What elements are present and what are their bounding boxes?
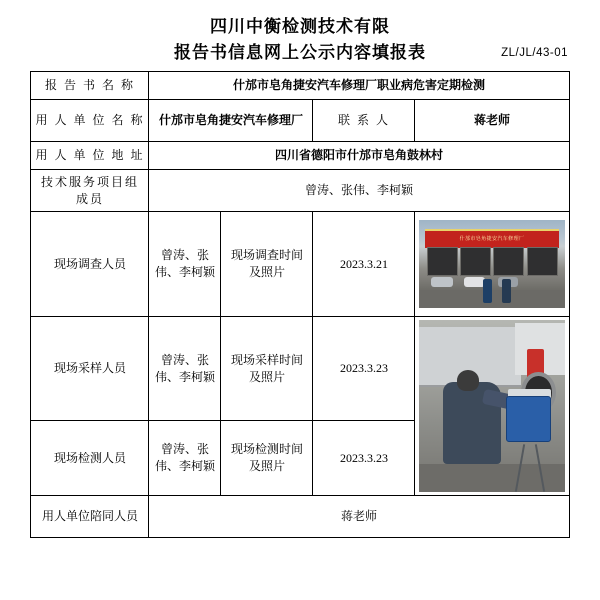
garage-ground [419, 290, 564, 308]
garage-bay [460, 247, 491, 275]
subtitle-row [30, 40, 570, 67]
parked-car [431, 277, 453, 287]
worker-head [457, 370, 479, 391]
person-figure [502, 279, 511, 303]
row-label-project-team: 技术服务项目组成员 [31, 170, 149, 212]
sampling-worker-photo [419, 320, 564, 492]
row-label-accompanying-personnel: 用人单位陪同人员 [31, 496, 149, 538]
row-value-contact-person: 蒋老师 [415, 100, 569, 142]
row-value-project-team: 曾涛、张伟、李柯颖 [149, 170, 569, 212]
row-value-survey-date: 2023.3.21 [313, 212, 415, 317]
person-figure [483, 279, 492, 303]
row-value-employer-address: 四川省德阳市什邡市皂角鼓林村 [149, 142, 569, 170]
table-row [31, 496, 569, 538]
row-value-survey-members: 曾涛、张伟、李柯颖 [149, 212, 221, 317]
row-value-detection-members: 曾涛、张伟、李柯颖 [149, 421, 221, 496]
row-label-survey-time: 现场调查时间及照片 [221, 212, 313, 317]
table-row [31, 212, 569, 317]
row-value-sampling-date: 2023.3.23 [313, 317, 415, 421]
garage-bay [493, 247, 524, 275]
table-row [31, 100, 569, 142]
row-value-employer-name: 什邡市皂角捷安汽车修理厂 [149, 100, 313, 142]
row-label-sampling-personnel: 现场采样人员 [31, 317, 149, 421]
row-label-report-name: 报 告 书 名 称 [31, 72, 149, 100]
sampler-device [506, 396, 552, 443]
row-value-detection-date: 2023.3.23 [313, 421, 415, 496]
row-label-survey-personnel: 现场调查人员 [31, 212, 149, 317]
garage-bay [427, 247, 458, 275]
sampling-photo-cell [415, 317, 569, 496]
page-title: 四川中衡检测技术有限 [210, 17, 390, 36]
garage-bay [527, 247, 558, 275]
row-label-detection-personnel: 现场检测人员 [31, 421, 149, 496]
row-label-employer-name: 用 人 单 位 名 称 [31, 100, 149, 142]
row-label-sampling-time: 现场采样时间及照片 [221, 317, 313, 421]
report-info-table [30, 71, 569, 538]
footer-spacer [30, 538, 570, 542]
shop-sign-text: 什邡市皂角捷安汽车修理厂 [459, 235, 525, 242]
table-row [31, 317, 569, 421]
garage-front-photo [419, 220, 564, 308]
document-header [30, 14, 570, 67]
table-row [31, 72, 569, 100]
table-row [31, 170, 569, 212]
table-row [31, 142, 569, 170]
row-value-sampling-members: 曾涛、张伟、李柯颖 [149, 317, 221, 421]
row-label-employer-address: 用 人 单 位 地 址 [31, 142, 149, 170]
row-label-contact-person: 联 系 人 [313, 100, 415, 142]
survey-photo-cell [415, 212, 569, 317]
row-value-accompanying-personnel: 蒋老师 [149, 496, 569, 538]
page-subtitle: 报告书信息网上公示内容填报表 [174, 43, 426, 62]
row-value-report-name: 什邡市皂角捷安汽车修理厂职业病危害定期检测 [149, 72, 569, 100]
form-code: ZL/JL/43-01 [501, 47, 568, 59]
row-label-detection-time: 现场检测时间及照片 [221, 421, 313, 496]
parked-car [464, 277, 484, 287]
